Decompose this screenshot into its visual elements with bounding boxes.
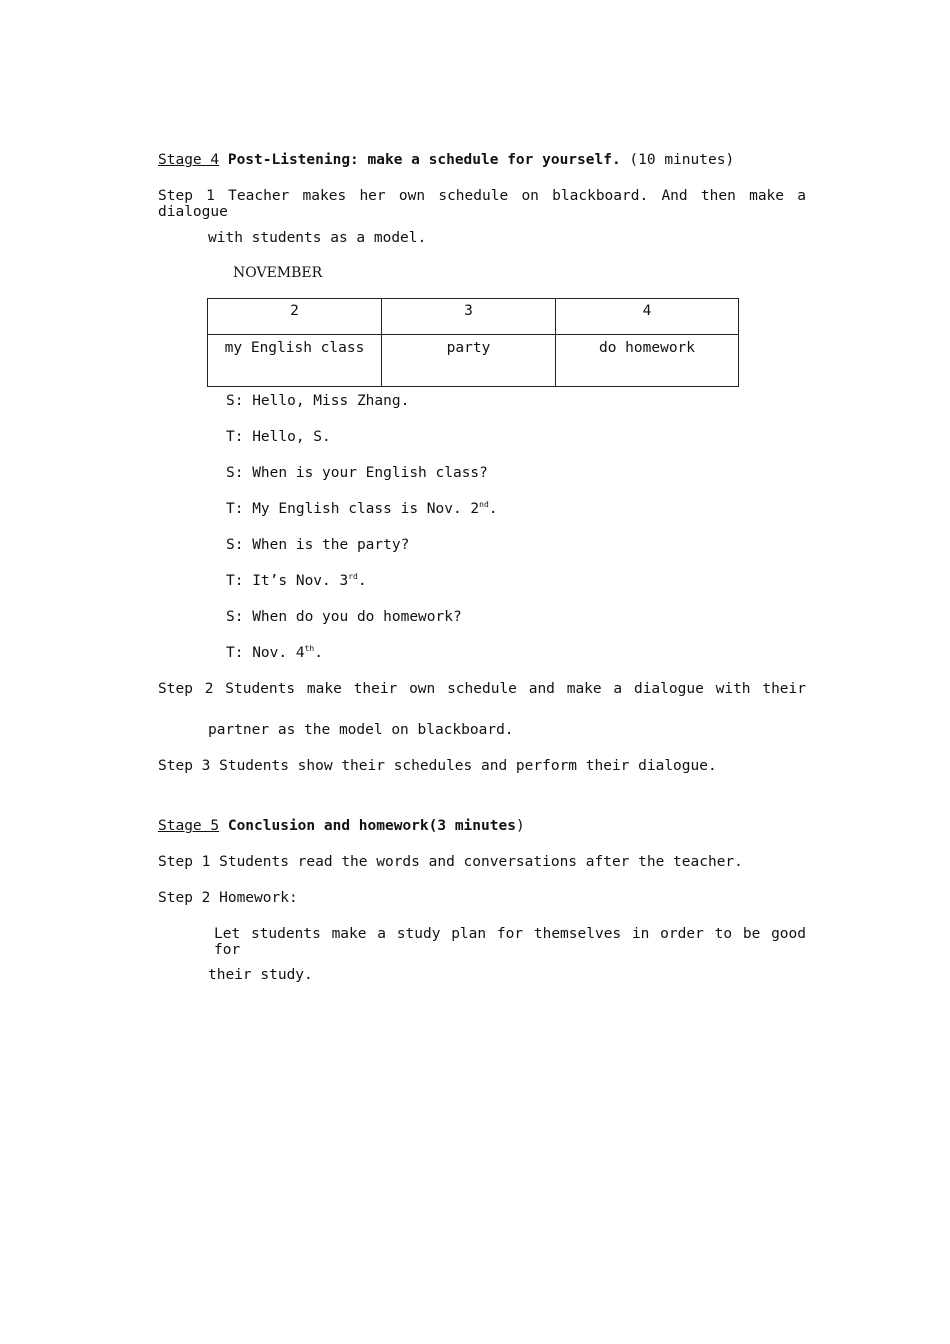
- dialogue-line: T: My English class is Nov. 2nd.: [226, 500, 498, 517]
- dialogue-line: T: It’s Nov. 3rd.: [226, 572, 367, 589]
- stage5-step1: Step 1 Students read the words and conversations after the teacher.: [158, 854, 743, 870]
- schedule-event-row: [208, 335, 739, 387]
- dialogue-line: S: When is your English class?: [226, 465, 488, 481]
- stage4-step1-line2: with students as a model.: [208, 230, 427, 246]
- stage4-step1-line1: Step 1 Teacher makes her own schedule on blackboard. And then make a dialogue: [158, 188, 806, 220]
- homework-line1: Let students make a study plan for themselves in order to be good for: [214, 926, 806, 958]
- stage4-heading: [158, 152, 734, 168]
- schedule-date-cell: 3: [382, 299, 556, 335]
- schedule-event-cell: do homework: [556, 335, 739, 387]
- dialogue-line: S: When is the party?: [226, 537, 410, 553]
- stage4-label: Stage 4: [158, 152, 220, 168]
- dialogue-line: S: Hello, Miss Zhang.: [226, 393, 410, 409]
- stage4-step2-line1: Step 2 Students make their own schedule and make a dialogue with their: [158, 681, 806, 697]
- schedule-table: [207, 298, 739, 387]
- homework-line2: their study.: [208, 967, 313, 983]
- dialogue-line: S: When do you do homework?: [226, 609, 462, 625]
- schedule-event-cell: party: [382, 335, 556, 387]
- schedule-date-cell: 2: [208, 299, 382, 335]
- stage5-heading: [158, 818, 525, 834]
- schedule-event-cell: my English class: [208, 335, 382, 387]
- schedule-date-cell: 4: [556, 299, 739, 335]
- stage5-title-close: ): [515, 818, 525, 834]
- dialogue-line: T: Nov. 4th.: [226, 644, 323, 661]
- stage5-title: Conclusion and homework(3 minutes: [227, 818, 516, 834]
- stage4-title: Post-Listening: make a schedule for yourself.: [227, 152, 621, 168]
- calendar-month: NOVEMBER: [233, 265, 323, 281]
- dialogue-line: T: Hello, S.: [226, 429, 331, 445]
- stage5-label: Stage 5: [158, 818, 220, 834]
- stage4-step3: Step 3 Students show their schedules and perform their dialogue.: [158, 758, 717, 774]
- stage4-step2-line2: partner as the model on blackboard.: [208, 722, 514, 738]
- schedule-header-row: [208, 299, 739, 335]
- stage4-time: (10 minutes): [620, 152, 735, 168]
- stage5-step2: Step 2 Homework:: [158, 890, 298, 906]
